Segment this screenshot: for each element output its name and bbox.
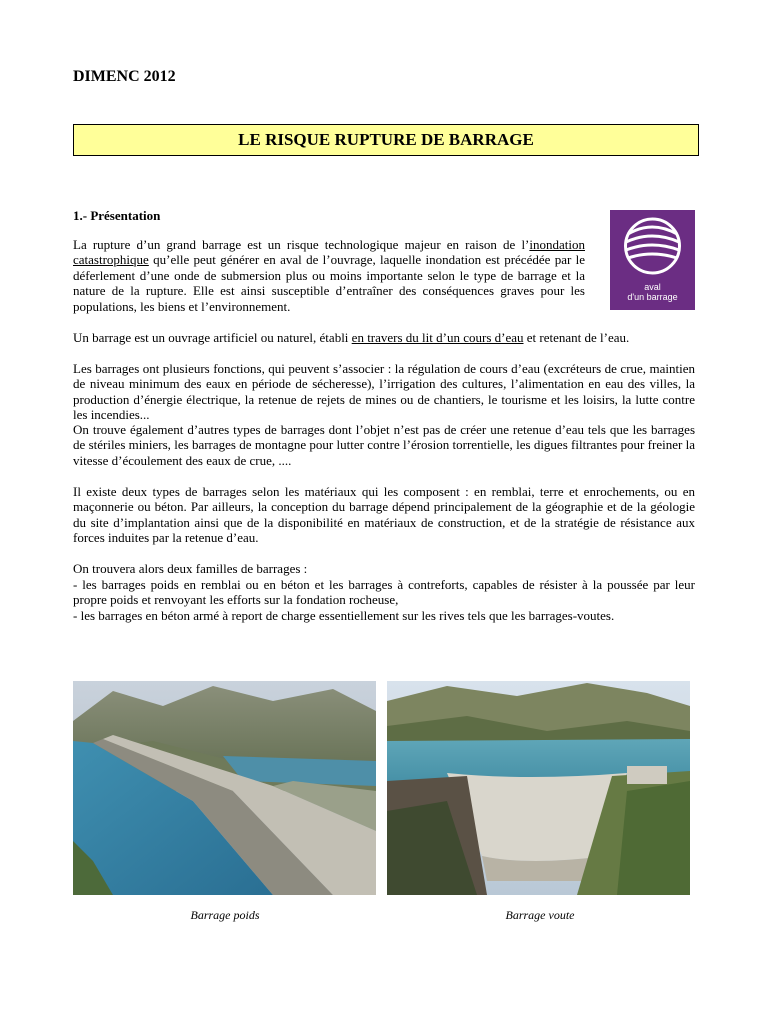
- aval-barrage-logo: [610, 210, 695, 310]
- photo-barrage-voute: [387, 681, 690, 895]
- inondation-link[interactable]: inondation catastrophique: [73, 237, 585, 268]
- paragraph-other-types: On trouve également d’autres types de barrages dont l’objet n’est pas de créer une retenue d’eau tels que les barrages de stériles miniers, les barrages de montagne pour lutter contre l’érosion torrentielle, les digues filtrantes pour freiner la vitesse d’écoulement des eaux de crue, ....: [73, 422, 695, 468]
- document-title-text: LE RISQUE RUPTURE DE BARRAGE: [238, 130, 534, 149]
- logo-text-line2: d'un barrage: [627, 292, 678, 302]
- logo-text-line1: aval: [644, 282, 661, 292]
- dam-wave-icon: [610, 210, 695, 310]
- caption-barrage-poids: Barrage poids: [190, 908, 260, 922]
- list-item-arch: - les barrages en béton armé à report de charge essentiellement sur les rives tels que les barrages-voutes.: [73, 608, 615, 623]
- paragraph-intro: La rupture d’un grand barrage est un risque technologique majeur en raison de l’inondation catastrophique qu’elle peut générer en aval de l’ouvrage, laquelle inondation est précédée par le déferlement d’une onde de submersion plus ou moins importante selon le type de barrage et la nature de la rupture. Elle est ainsi susceptible d’entraîner des conséquences graves pour les populations, les biens et l’environnement.: [73, 237, 585, 314]
- paragraph-materials: Il existe deux types de barrages selon les matériaux qui les composent : en remblai, terre et enrochements, ou en maçonnerie ou béton. Par ailleurs, la conception du barrage dépend principalement de la géographie et de la géologie du site d’implantation ainsi que de la disponibilité en matériaux de construction, et de la stratégie de résistance aux forces induites par la retenue d’eau.: [73, 484, 695, 546]
- paragraph-functions: Les barrages ont plusieurs fonctions, qui peuvent s’associer : la régulation de cours d’eau (excréteurs de crue, maintien de niveau minimum des eaux en période de sécheresse), l’irrigation des cultures, l’alimentation en eau des villes, la production d’énergie électrique, la retenue de rejets de mines ou de chantiers, le tourisme et les loisirs, la lutte contre les incendies...: [73, 361, 695, 423]
- cours-eau-link[interactable]: en travers du lit d’un cours d’eau: [351, 330, 524, 345]
- section-heading: 1.- Présentation: [73, 208, 161, 223]
- paragraph-intro-families: On trouvera alors deux familles de barrages :: [73, 561, 308, 576]
- list-item-gravity: - les barrages poids en remblai ou en béton et les barrages à contreforts, capables de résister à la poussée par leur propre poids et renvoyant les efforts sur la fondation rocheuse,: [73, 577, 695, 608]
- document-header: DIMENC 2012: [73, 68, 176, 85]
- paragraph-definition: Un barrage est un ouvrage artificiel ou naturel, établi en travers du lit d’un cours d’eau et retenant de l’eau.: [73, 330, 630, 345]
- caption-barrage-voute: Barrage voute: [505, 908, 575, 922]
- photo-barrage-poids: [73, 681, 376, 895]
- document-title: [73, 124, 699, 156]
